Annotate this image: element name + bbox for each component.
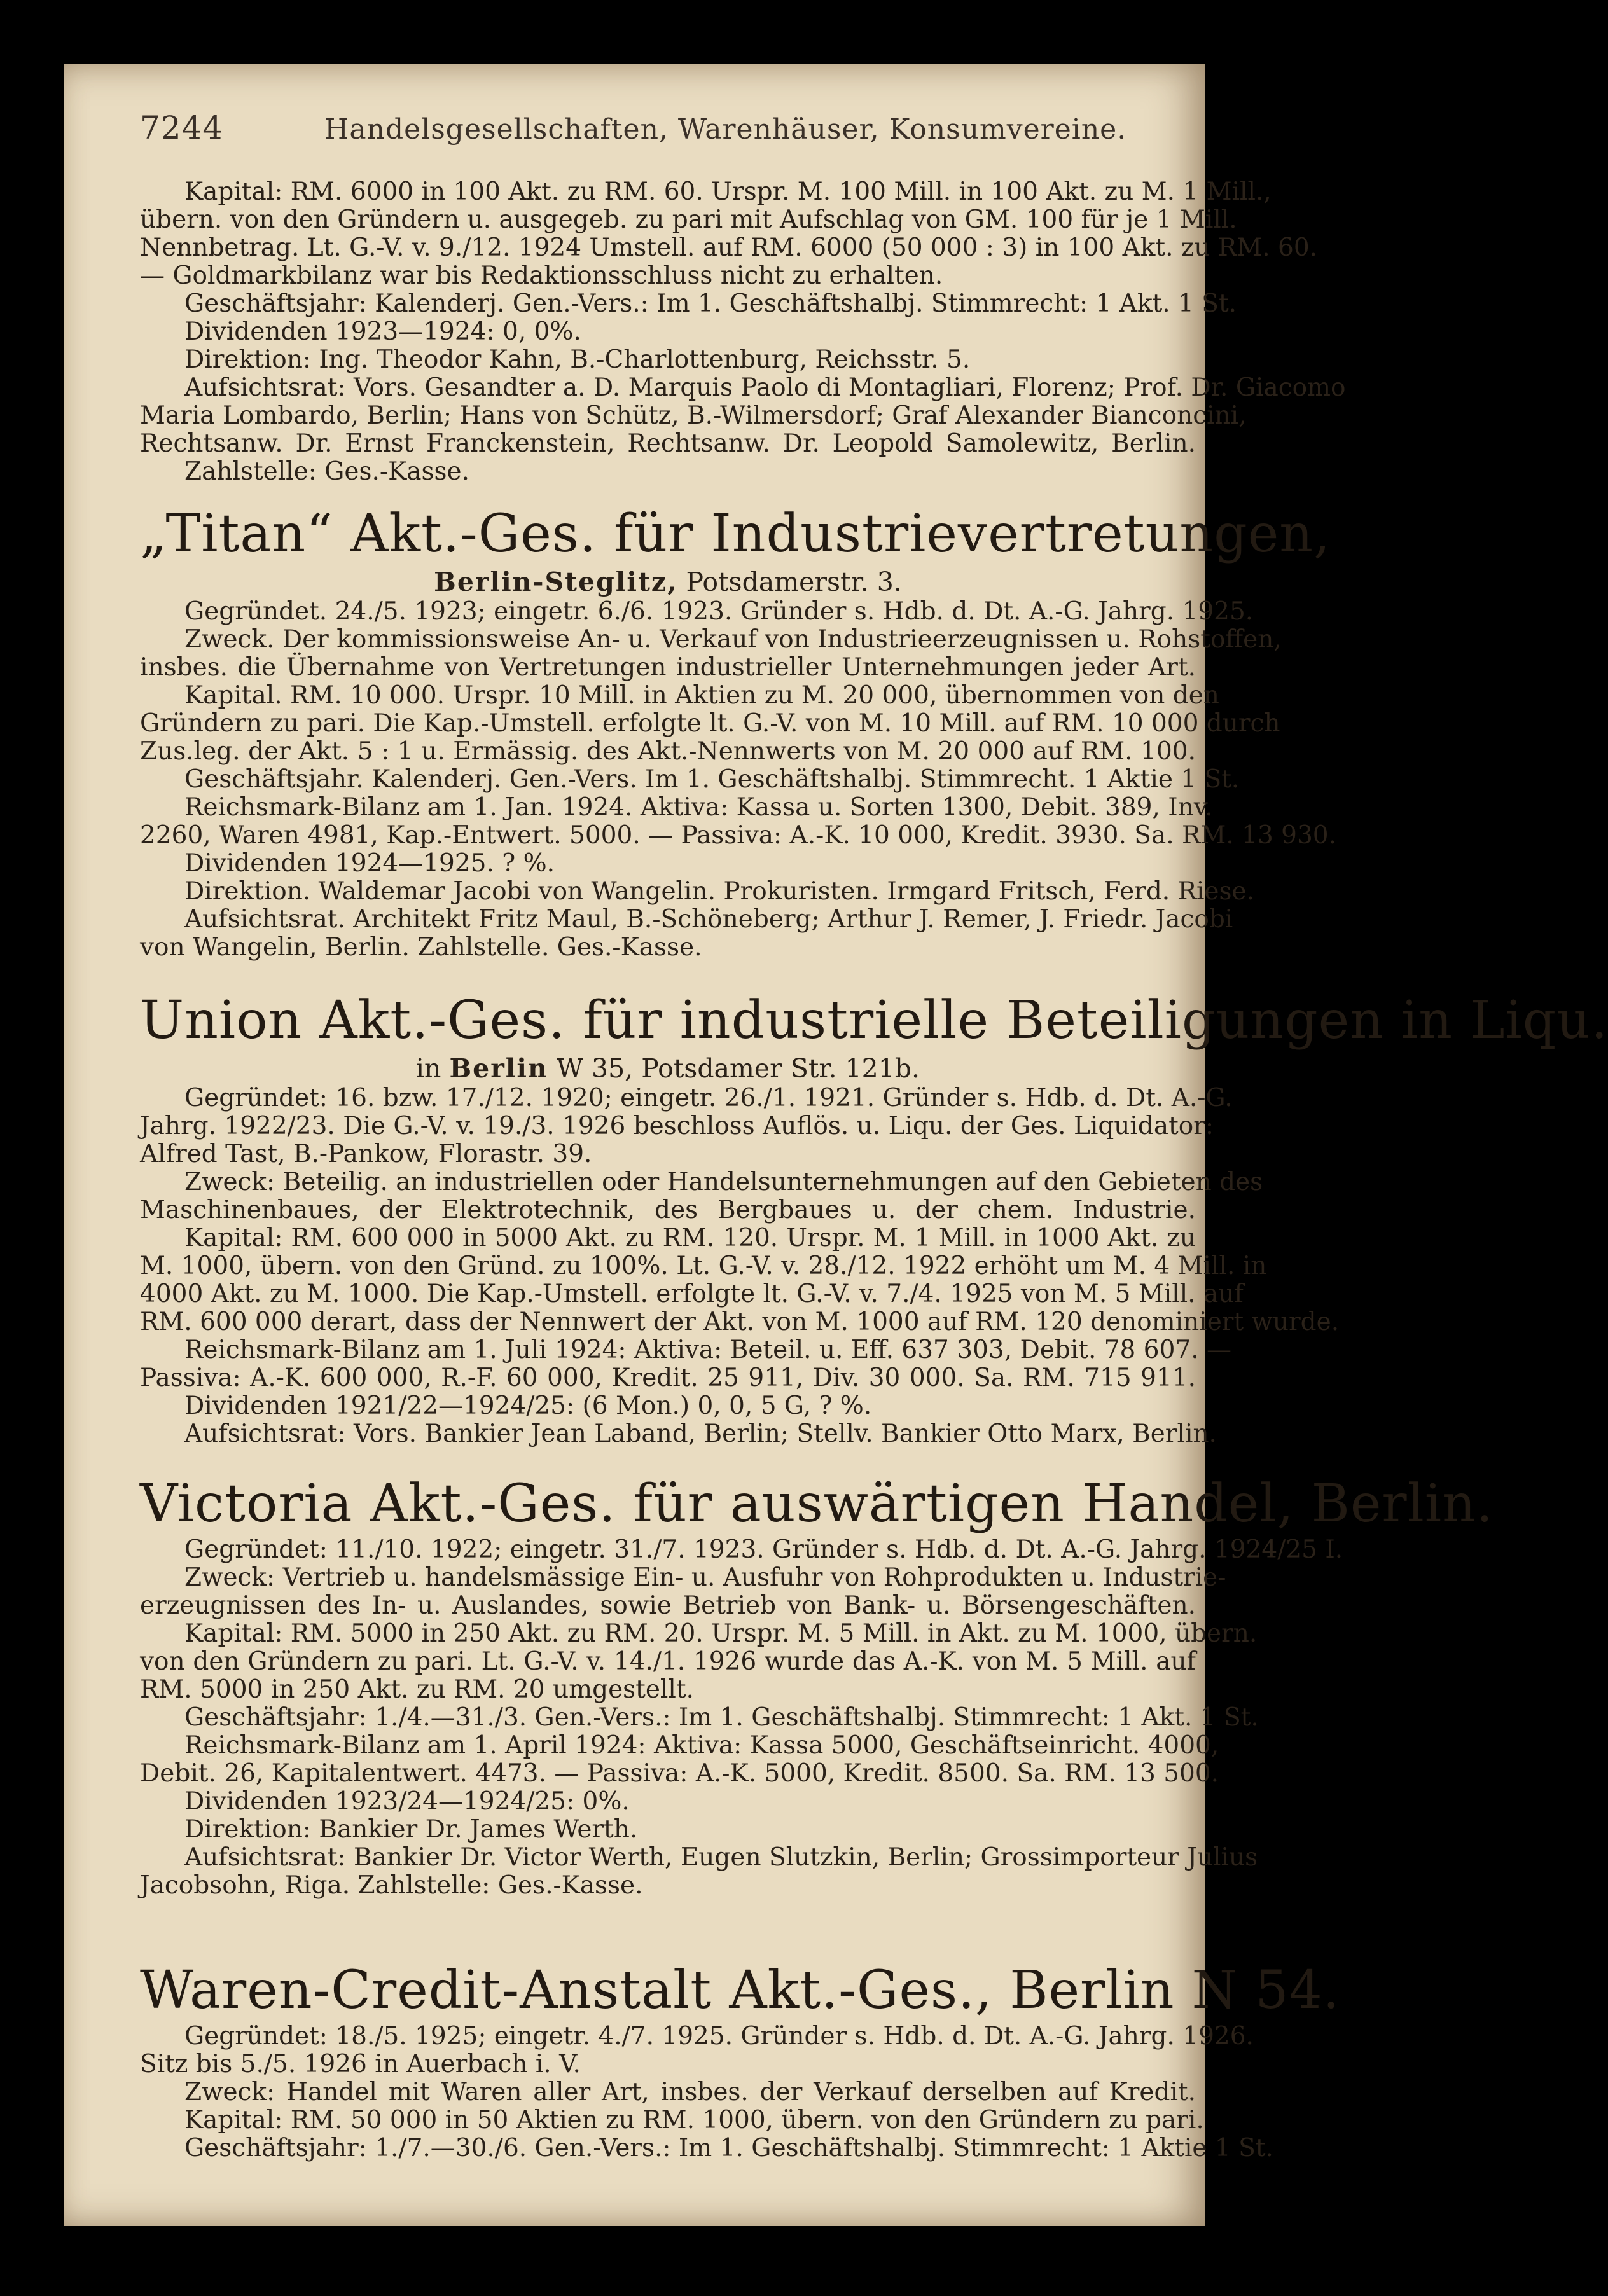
- entry-line: Gegründet. 24./5. 1923; eingetr. 6./6. 1923. Gründer s. Hdb. d. Dt. A.-G. Jahrg. 1925.: [184, 597, 1254, 626]
- entry-line: Geschäftsjahr: 1./7.—30./6. Gen.-Vers.: Im 1. Geschäftshalbj. Stimmrecht: 1 Aktie 1 St.: [184, 2134, 1273, 2162]
- entry-line: Rechtsanw. Dr. Ernst Franckenstein, Rechtsanw. Dr. Leopold Samolewitz, Berlin.: [140, 429, 1196, 458]
- company-heading: Union Akt.-Ges. für industrielle Beteiligungen in Liqu.: [140, 990, 1608, 1051]
- location-city: Berlin-Steglitz,: [434, 567, 678, 597]
- entry-line: RM. 600 000 derart, dass der Nennwert der Akt. von M. 1000 auf RM. 120 denominiert wurde.: [140, 1308, 1340, 1336]
- entry-line: Direktion: Ing. Theodor Kahn, B.-Charlottenburg, Reichsstr. 5.: [184, 345, 971, 374]
- entry-line: Gründern zu pari. Die Kap.-Umstell. erfolgte lt. G.-V. von M. 10 Mill. auf RM. 10 000 durch: [140, 709, 1280, 738]
- entry-line: Kapital. RM. 10 000. Urspr. 10 Mill. in Aktien zu M. 20 000, übernommen von den: [184, 681, 1219, 710]
- entry-line: Reichsmark-Bilanz am 1. April 1924: Aktiva: Kassa 5000, Geschäftseinricht. 4000,: [184, 1731, 1219, 1760]
- entry-line: Zus.leg. der Akt. 5 : 1 u. Ermässig. des Akt.-Nennwerts von M. 20 000 auf RM. 100.: [140, 737, 1196, 766]
- entry-line: Aufsichtsrat: Bankier Dr. Victor Werth, Eugen Slutzkin, Berlin; Grossimporteur Julius: [184, 1843, 1258, 1872]
- entry-line: M. 1000, übern. von den Gründ. zu 100%. Lt. G.-V. v. 28./12. 1922 erhöht um M. 4 Mill. in: [140, 1252, 1267, 1280]
- entry-line: Jacobsohn, Riga. Zahlstelle: Ges.-Kasse.: [140, 1871, 643, 1900]
- entry-line: von den Gründern zu pari. Lt. G.-V. v. 14./1. 1926 wurde das A.-K. von M. 5 Mill. auf: [140, 1647, 1196, 1676]
- entry-line: Geschäftsjahr: Kalenderj. Gen.-Vers.: Im 1. Geschäftshalbj. Stimmrecht: 1 Akt. 1 St.: [184, 289, 1237, 318]
- entry-line: 4000 Akt. zu M. 1000. Die Kap.-Umstell. erfolgte lt. G.-V. v. 7./4. 1925 von M. 5 Mill. auf: [140, 1280, 1244, 1308]
- company-location: [140, 1053, 1196, 1084]
- location-city: Berlin: [449, 1053, 548, 1084]
- entry-line: übern. von den Gründern u. ausgegeb. zu pari mit Aufschlag von GM. 100 für je 1 Mill.: [140, 205, 1237, 234]
- entry-line: Aufsichtsrat: Vors. Bankier Jean Laband, Berlin; Stellv. Bankier Otto Marx, Berlin.: [184, 1420, 1217, 1448]
- entry-continuation: [140, 177, 1346, 486]
- entry-line: Zahlstelle: Ges.-Kasse.: [184, 457, 469, 486]
- entry-line: von Wangelin, Berlin. Zahlstelle. Ges.-Kasse.: [140, 933, 702, 962]
- entry-line: Zweck. Der kommissionsweise An- u. Verkauf von Industrieerzeugnissen u. Rohstoffen,: [184, 625, 1282, 654]
- running-head-title: Handelsgesellschaften, Warenhäuser, Konsumvereine.: [324, 113, 1127, 146]
- entry-line: Reichsmark-Bilanz am 1. Jan. 1924. Aktiva: Kassa u. Sorten 1300, Debit. 389, Inv.: [184, 793, 1213, 822]
- entry-line: Maria Lombardo, Berlin; Hans von Schütz, B.-Wilmersdorf; Graf Alexander Bianconcini,: [140, 401, 1247, 430]
- entry-line: Nennbetrag. Lt. G.-V. v. 9./12. 1924 Umstell. auf RM. 6000 (50 000 : 3) in 100 Akt. zu RM. 60.: [140, 233, 1318, 262]
- entry-line: Direktion. Waldemar Jacobi von Wangelin. Prokuristen. Irmgard Fritsch, Ferd. Riese.: [184, 877, 1255, 906]
- entry-line: Zweck: Handel mit Waren aller Art, insbes. der Verkauf derselben auf Kredit.: [184, 2078, 1196, 2106]
- entry-waren-credit: [140, 1959, 1340, 2162]
- page-number: 7244: [140, 109, 224, 146]
- entry-line: Jahrg. 1922/23. Die G.-V. v. 19./3. 1926 beschloss Auflös. u. Liqu. der Ges. Liquidator:: [140, 1112, 1214, 1140]
- entry-line: Kapital: RM. 50 000 in 50 Aktien zu RM. 1000, übern. von den Gründern zu pari.: [184, 2106, 1204, 2134]
- entry-union: [140, 989, 1608, 1448]
- entry-line: RM. 5000 in 250 Akt. zu RM. 20 umgestellt.: [140, 1675, 694, 1704]
- entry-line: Dividenden 1923—1924: 0, 0%.: [184, 317, 581, 346]
- entry-victoria: [140, 1472, 1494, 1900]
- entry-line: Geschäftsjahr: 1./4.—31./3. Gen.-Vers.: Im 1. Geschäftshalbj. Stimmrecht: 1 Akt. 1 St.: [184, 1703, 1259, 1732]
- entry-line: Alfred Tast, B.-Pankow, Florastr. 39.: [140, 1140, 592, 1168]
- entry-line: — Goldmarkbilanz war bis Redaktionsschluss nicht zu erhalten.: [140, 261, 943, 290]
- book-page: [64, 64, 1608, 2226]
- location-prefix: in: [415, 1053, 450, 1084]
- entry-line: Kapital: RM. 600 000 in 5000 Akt. zu RM. 120. Urspr. M. 1 Mill. in 1000 Akt. zu: [184, 1224, 1196, 1252]
- entry-line: Dividenden 1924—1925. ? %.: [184, 849, 555, 878]
- company-heading: Waren-Credit-Anstalt Akt.-Ges., Berlin N 54.: [140, 1960, 1340, 2021]
- entry-line: Aufsichtsrat: Vors. Gesandter a. D. Marquis Paolo di Montagliari, Florenz; Prof. Dr. Giacomo: [184, 373, 1346, 402]
- entry-line: Gegründet: 11./10. 1922; eingetr. 31./7. 1923. Gründer s. Hdb. d. Dt. A.-G. Jahrg. 1924/25 I.: [184, 1535, 1343, 1564]
- entry-line: Debit. 26, Kapitalentwert. 4473. — Passiva: A.-K. 5000, Kredit. 8500. Sa. RM. 13 500.: [140, 1759, 1219, 1788]
- location-address: Potsdamerstr. 3.: [677, 567, 902, 597]
- entry-line: Maschinenbaues, der Elektrotechnik, des Bergbaues u. der chem. Industrie.: [140, 1196, 1196, 1224]
- entry-line: Gegründet: 18./5. 1925; eingetr. 4./7. 1925. Gründer s. Hdb. d. Dt. A.-G. Jahrg. 1926.: [184, 2022, 1254, 2050]
- entry-line: Reichsmark-Bilanz am 1. Juli 1924: Aktiva: Beteil. u. Eff. 637 303, Debit. 78 607. —: [184, 1336, 1231, 1364]
- location-address: W 35, Potsdamer Str. 121b.: [548, 1053, 920, 1084]
- entry-titan: [140, 502, 1336, 962]
- entry-line: Kapital: RM. 6000 in 100 Akt. zu RM. 60. Urspr. M. 100 Mill. in 100 Akt. zu M. 1 Mill.,: [184, 177, 1272, 206]
- entry-line: Zweck: Vertrieb u. handelsmässige Ein- u. Ausfuhr von Rohprodukten u. Industrie-: [184, 1563, 1226, 1592]
- company-heading: Victoria Akt.-Ges. für auswärtigen Handel, Berlin.: [140, 1474, 1494, 1534]
- entry-line: Sitz bis 5./5. 1926 in Auerbach i. V.: [140, 2050, 581, 2078]
- entry-line: Zweck: Beteilig. an industriellen oder Handelsunternehmungen auf den Gebieten des: [184, 1168, 1263, 1196]
- entry-line: Dividenden 1921/22—1924/25: (6 Mon.) 0, 0, 5 G, ? %.: [184, 1392, 872, 1420]
- entry-line: Geschäftsjahr. Kalenderj. Gen.-Vers. Im 1. Geschäftshalbj. Stimmrecht. 1 Aktie 1 St.: [184, 765, 1240, 794]
- entry-line: Dividenden 1923/24—1924/25: 0%.: [184, 1787, 630, 1816]
- running-head: [140, 109, 1132, 146]
- entry-line: Kapital: RM. 5000 in 250 Akt. zu RM. 20. Urspr. M. 5 Mill. in Akt. zu M. 1000, übern.: [184, 1619, 1258, 1648]
- entry-line: Aufsichtsrat. Architekt Fritz Maul, B.-Schöneberg; Arthur J. Remer, J. Friedr. Jacobi: [184, 905, 1233, 934]
- company-location: [140, 566, 1196, 598]
- entry-line: erzeugnissen des In- u. Auslandes, sowie Betrieb von Bank- u. Börsengeschäften.: [140, 1591, 1196, 1620]
- entry-line: Passiva: A.-K. 600 000, R.-F. 60 000, Kredit. 25 911, Div. 30 000. Sa. RM. 715 911.: [140, 1364, 1196, 1392]
- entry-line: Direktion: Bankier Dr. James Werth.: [184, 1815, 638, 1844]
- company-heading: „Titan“ Akt.-Ges. für Industrievertretungen,: [140, 504, 1331, 564]
- entry-line: 2260, Waren 4981, Kap.-Entwert. 5000. — Passiva: A.-K. 10 000, Kredit. 3930. Sa. RM. 13 930.: [140, 821, 1336, 850]
- entry-line: insbes. die Übernahme von Vertretungen industrieller Unternehmungen jeder Art.: [140, 653, 1196, 682]
- entry-line: Gegründet: 16. bzw. 17./12. 1920; eingetr. 26./1. 1921. Gründer s. Hdb. d. Dt. A.-G.: [184, 1084, 1233, 1112]
